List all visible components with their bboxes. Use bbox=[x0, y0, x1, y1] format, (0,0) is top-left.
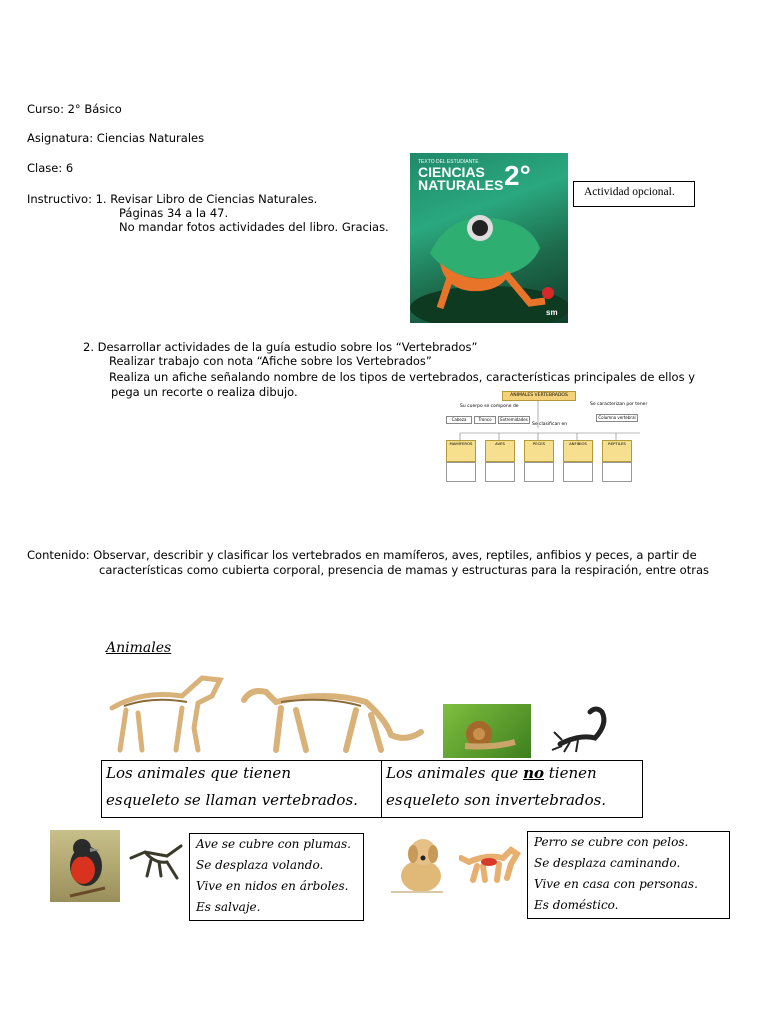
bird-line-4: Es salvaje. bbox=[196, 900, 261, 914]
bird-skeleton-image bbox=[127, 838, 185, 882]
lion-skeleton-image bbox=[236, 680, 426, 755]
dog-line-3: Vive en casa con personas. bbox=[534, 877, 698, 891]
snail-photo bbox=[443, 704, 531, 758]
horse-skeleton-image bbox=[102, 668, 230, 756]
diagram-right-caption: Se caracterizan por tener bbox=[590, 402, 648, 407]
dog-line-4: Es doméstico. bbox=[534, 898, 619, 912]
diagram-group-reptiles: REPTILES bbox=[602, 440, 632, 462]
bird-photo bbox=[50, 830, 120, 902]
task2-line4: pega un recorte o realiza dibujo. bbox=[111, 385, 298, 399]
diagram-part-head: Cabeza bbox=[446, 416, 472, 424]
dog-description-box bbox=[527, 831, 730, 919]
vertebrate-line1: Los animales que tienen bbox=[106, 764, 291, 782]
instructivo-line2: Páginas 34 a la 47. bbox=[119, 206, 229, 220]
diagram-detail-box bbox=[485, 462, 515, 482]
invertebrate-line2: esqueleto son invertebrados. bbox=[386, 791, 607, 809]
diagram-detail-box bbox=[602, 462, 632, 482]
clase-text: Clase: 6 bbox=[27, 161, 74, 175]
worksheet-heading: Animales bbox=[106, 640, 172, 656]
diagram-detail-box bbox=[524, 462, 554, 482]
bird-description-box bbox=[189, 833, 364, 921]
invertebrate-line1 bbox=[386, 764, 597, 782]
bird-line-1: Ave se cubre con plumas. bbox=[196, 837, 351, 851]
vertebrates-concept-map bbox=[440, 388, 662, 484]
book-title-line1: CIENCIAS bbox=[418, 164, 485, 180]
frog-illustration bbox=[410, 193, 568, 323]
instructivo-line1: Instructivo: 1. Revisar Libro de Ciencias Naturales. bbox=[27, 192, 318, 206]
bird-line-3: Vive en nidos en árboles. bbox=[196, 879, 349, 893]
curso-text: Curso: 2° Básico bbox=[27, 102, 122, 116]
diagram-part-trunk: Tronco bbox=[474, 416, 496, 424]
diagram-group-mammals: MAMÍFEROS bbox=[446, 440, 476, 462]
diagram-left-caption: Su cuerpo se compone de bbox=[460, 404, 519, 409]
diagram-detail-box bbox=[563, 462, 593, 482]
diagram-group-amphibians: ANFIBIOS bbox=[563, 440, 593, 462]
diagram-group-fish: PECES bbox=[524, 440, 554, 462]
optional-activity-box bbox=[573, 181, 695, 207]
vertebrate-line2: esqueleto se llaman vertebrados. bbox=[106, 791, 358, 809]
puppy-photo bbox=[383, 832, 455, 896]
diagram-spine: Columna vertebral bbox=[596, 414, 638, 422]
task2-line3: Realiza un afiche señalando nombre de los tipos de vertebrados, características principales de ellos y bbox=[109, 370, 696, 384]
dog-line-2: Se desplaza caminando. bbox=[534, 856, 681, 870]
book-grade: 2° bbox=[504, 160, 531, 191]
dog-line-1: Perro se cubre con pelos. bbox=[534, 835, 689, 849]
invertebrate-line1-end: tienen bbox=[544, 764, 597, 782]
book-cover-image bbox=[410, 153, 568, 323]
dog-anatomy-image bbox=[459, 844, 521, 884]
bird-line-2: Se desplaza volando. bbox=[196, 858, 324, 872]
book-publisher: sm bbox=[546, 308, 558, 317]
contenido-line1: Contenido: Observar, describir y clasificar los vertebrados en mamíferos, aves, reptiles, anfibios y peces, a partir de bbox=[27, 548, 697, 562]
book-top-label: TEXTO DEL ESTUDIANTE bbox=[418, 159, 479, 165]
diagram-classify: Se clasifican en bbox=[532, 422, 568, 427]
table-divider bbox=[381, 761, 382, 817]
diagram-title: ANIMALES VERTEBRADOS bbox=[502, 391, 576, 401]
book-title-line2: NATURALES bbox=[418, 177, 504, 193]
skeleton-definition-table bbox=[101, 760, 643, 818]
invertebrate-line1-start: Los animales que bbox=[386, 764, 524, 782]
instructivo-line3: No mandar fotos actividades del libro. Gracias. bbox=[119, 220, 389, 234]
diagram-part-limbs: Extremidades bbox=[498, 416, 530, 424]
task2-line2: Realizar trabajo con nota “Afiche sobre los Vertebrados” bbox=[109, 354, 432, 368]
asignatura-text: Asignatura: Ciencias Naturales bbox=[27, 131, 205, 145]
diagram-group-birds: AVES bbox=[485, 440, 515, 462]
scorpion-image bbox=[550, 704, 620, 756]
diagram-detail-box bbox=[446, 462, 476, 482]
optional-activity-label: Actividad opcional. bbox=[584, 186, 675, 198]
task2-line1: 2. Desarrollar actividades de la guía estudio sobre los “Vertebrados” bbox=[83, 340, 478, 354]
invertebrate-no: no bbox=[523, 764, 544, 782]
contenido-line2: características como cubierta corporal, presencia de mamas y estructuras para la respiración, entre otras bbox=[99, 563, 709, 577]
